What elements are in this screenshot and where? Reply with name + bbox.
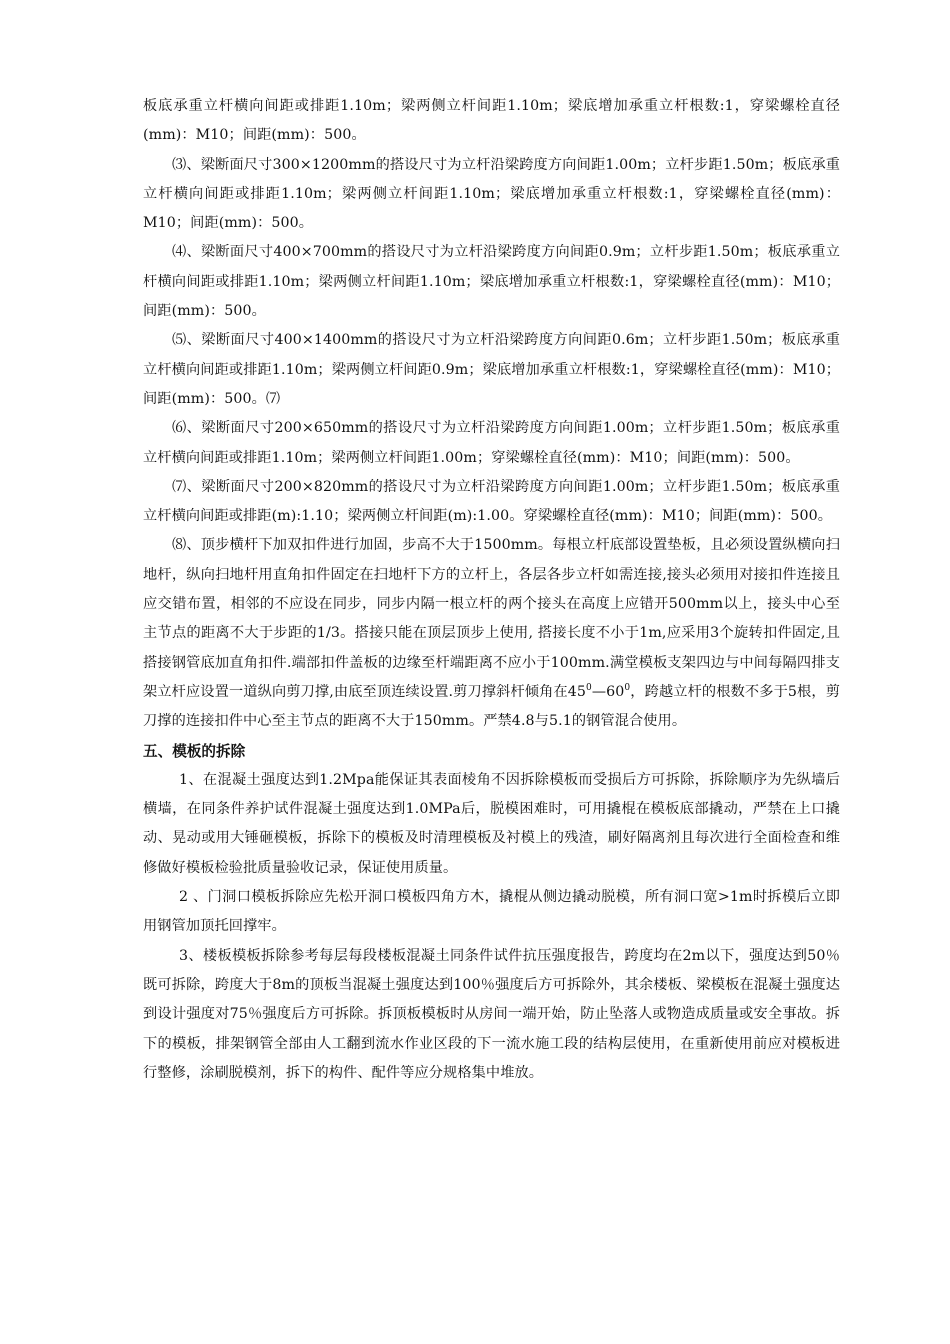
paragraph-item-8	[143, 531, 840, 736]
degree-superscript: 0	[624, 682, 631, 693]
paragraph-removal-2: 2 、门洞口模板拆除应先松开洞口模板四角方木，撬棍从侧边撬动脱模，所有洞口宽>1m时拆模后立即用钢管加顶托回撑牢。	[143, 889, 840, 935]
degree-superscript: 0	[586, 682, 592, 693]
paragraph-item-8-text-b: —60	[591, 683, 625, 700]
document-body	[143, 92, 840, 1088]
section-heading: 五、模板的拆除	[143, 742, 246, 760]
paragraph-removal-3: 3、楼板模板拆除参考每层每段楼板混凝土同条件试件抗压强度报告，跨度均在2m以下，强度达到50％既可拆除，跨度大于8m的顶板当混凝土强度达到100％强度后方可拆除外，其余楼板、梁模板在混凝土强度达到设计强度对75％强度后方可拆除。拆顶板模板时从房间一端开始，防止坠落人或物造成质量或安全事故。拆下的模板，排架钢管全部由人工翻到流水作业区段的下一流水施工段的结构层使用，在重新使用前应对模板进行整修，涂刷脱模剂，拆下的构件、配件等应分规格集中堆放。	[143, 947, 840, 1081]
paragraph-item-5: ⑸、梁断面尺寸400×1400mm的搭设尺寸为立杆沿梁跨度方向间距0.6m；立杆步距1.50m；板底承重立杆横向间距或排距1.10m；梁两侧立杆间距0.9m；梁底增加承重立杆根数:1，穿梁螺栓直径(mm)：M10；间距(mm)：500。⑺	[143, 332, 840, 407]
paragraph-item-4: ⑷、梁断面尺寸400×700mm的搭设尺寸为立杆沿梁跨度方向间距0.9m；立杆步距1.50m；板底承重立杆横向间距或排距1.10m；梁两侧立杆间距1.10m；梁底增加承重立杆根数:1，穿梁螺栓直径(mm)：M10；间距(mm)：500。	[143, 244, 840, 320]
paragraph-item-7: ⑺、梁断面尺寸200×820mm的搭设尺寸为立杆沿梁跨度方向间距1.00m；立杆步距1.50m；板底承重立杆横向间距或排距(m):1.10；梁两侧立杆间距(m):1.00。穿梁螺栓直径(mm)：M10；间距(mm)：500。	[143, 478, 840, 525]
paragraph-item-8-text-a: ⑻、顶步横杆下加双扣件进行加固，步高不大于1500mm。每根立杆底部设置垫板，且必须设置纵横向扫地杆，纵向扫地杆用直角扣件固定在扫地杆下方的立杆上，各层各步立杆如需连接,接头必须用对接扣件连接且应交错布置，相邻的不应设在同步，同步内隔一根立杆的两个接头在高度上应错开500mm以上，接头中心至主节点的距离不大于步距的1/3。搭接只能在顶层顶步上使用, 搭接长度不小于1m,应采用3个旋转扣件固定,且搭接钢管底加直角扣件.端部扣件盖板的边缘至杆端距离不应小于100mm.满堂模板支架四边与中间每隔四排支架立杆应设置一道纵向剪刀撑,由底至顶连续设置.剪刀撑斜杆倾角在45	[143, 537, 840, 700]
paragraph-continuation: 板底承重立杆横向间距或排距1.10m；梁两侧立杆间距1.10m；梁底增加承重立杆根数:1，穿梁螺栓直径(mm)：M10；间距(mm)：500。	[143, 98, 840, 144]
paragraph-item-6: ⑹、梁断面尺寸200×650mm的搭设尺寸为立杆沿梁跨度方向间距1.00m；立杆步距1.50m；板底承重立杆横向间距或排距1.10m；梁两侧立杆间距1.00m；穿梁螺栓直径(mm)：M10；间距(mm)：500。	[143, 420, 840, 466]
paragraph-removal-1: 1、在混凝土强度达到1.2Mpa能保证其表面棱角不因拆除模板而受损后方可拆除，拆除顺序为先纵墙后横墙，在同条件养护试件混凝土强度达到1.0MPa后，脱模困难时，可用撬棍在模板底部撬动，严禁在上口撬动、晃动或用大锤砸模板，拆除下的模板及时清理模板及衬模上的残渣，刷好隔离剂且每次进行全面检查和维修做好模板检验批质量验收记录，保证使用质量。	[143, 771, 840, 876]
paragraph-item-8-text-c: ，跨越立杆的根数不多于5根，剪刀撑的连接扣件中心至主节点的距离不大于150mm。严禁4.8与5.1的钢管混合使用。	[143, 683, 840, 730]
paragraph-item-3: ⑶、梁断面尺寸300×1200mm的搭设尺寸为立杆沿梁跨度方向间距1.00m；立杆步距1.50m；板底承重立杆横向间距或排距1.10m；梁两侧立杆间距1.10m；梁底增加承重立杆根数:1，穿梁螺栓直径(mm)：M10；间距(mm)：500。	[143, 156, 840, 232]
